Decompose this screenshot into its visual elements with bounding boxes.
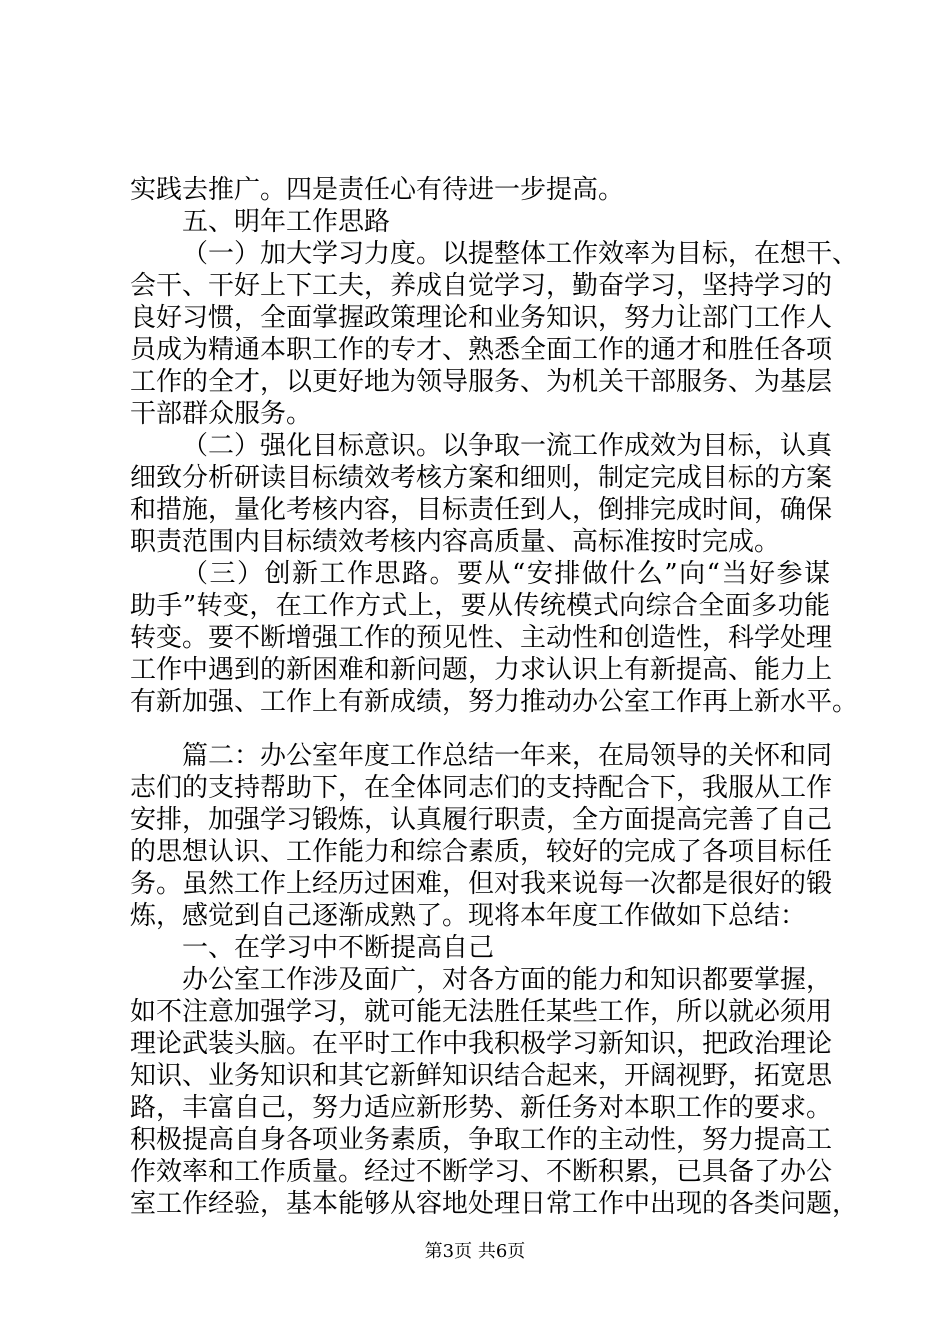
text-line: 会干、干好上下工夫，养成自觉学习，勤奋学习，坚持学习的 xyxy=(130,271,833,301)
text-line: 良好习惯，全面掌握政策理论和业务知识，努力让部门工作人 xyxy=(130,303,833,333)
text-line: 志们的支持帮助下，在全体同志们的支持配合下，我服从工作 xyxy=(130,773,833,803)
text-line: 助手”转变，在工作方式上，要从传统模式向综合全面多功能 xyxy=(130,591,830,621)
text-line: 办公室工作涉及面广，对各方面的能力和知识都要掌握， xyxy=(182,965,833,995)
text-line: 作效率和工作质量。经过不断学习、不断积累，已具备了办公 xyxy=(130,1157,833,1187)
text-line: （一）加大学习力度。以提整体工作效率为目标，在想干、 xyxy=(182,239,859,269)
text-line: 和措施，量化考核内容，目标责任到人，倒排完成时间，确保 xyxy=(130,495,833,525)
text-line: 员成为精通本职工作的专才、熟悉全面工作的通才和胜任各项 xyxy=(130,335,833,365)
text-line: （二）强化目标意识。以争取一流工作成效为目标，认真 xyxy=(182,431,833,461)
text-line: 知识、业务知识和其它新鲜知识结合起来，开阔视野，拓宽思 xyxy=(130,1061,833,1091)
text-line: 有新加强、工作上有新成绩，努力推动办公室工作再上新水平。 xyxy=(130,687,859,717)
text-line: 篇二：办公室年度工作总结一年来，在局领导的关怀和同 xyxy=(182,741,833,771)
text-line: 细致分析研读目标绩效考核方案和细则，制定完成目标的方案 xyxy=(130,463,833,493)
text-line: 务。虽然工作上经历过困难，但对我来说每一次都是很好的锻 xyxy=(130,869,833,899)
text-line: 工作的全才，以更好地为领导服务、为机关干部服务、为基层 xyxy=(130,367,833,397)
text-line: 如不注意加强学习，就可能无法胜任某些工作，所以就必须用 xyxy=(130,997,833,1027)
text-line: 工作中遇到的新困难和新问题，力求认识上有新提高、能力上 xyxy=(130,655,833,685)
text-line: 室工作经验，基本能够从容地处理日常工作中出现的各类问题， xyxy=(130,1189,859,1219)
text-line: 炼，感觉到自己逐渐成熟了。现将本年度工作做如下总结： xyxy=(130,901,807,931)
text-line: 职责范围内目标绩效考核内容高质量、高标准按时完成。 xyxy=(130,527,781,557)
text-line: 实践去推广。四是责任心有待进一步提高。 xyxy=(130,175,625,205)
text-line: 转变。要不断增强工作的预见性、主动性和创造性，科学处理 xyxy=(130,623,833,653)
text-line: 理论武装头脑。在平时工作中我积极学习新知识，把政治理论 xyxy=(130,1029,833,1059)
section-heading: 一、在学习中不断提高自己 xyxy=(182,933,495,963)
section-heading: 五、明年工作思路 xyxy=(182,207,391,237)
text-line: （三）创新工作思路。要从“安排做什么”向“当好参谋 xyxy=(182,559,830,589)
text-line: 安排，加强学习锻炼，认真履行职责，全方面提高完善了自己 xyxy=(130,805,833,835)
text-line: 的思想认识、工作能力和综合素质，较好的完成了各项目标任 xyxy=(130,837,833,867)
text-line: 干部群众服务。 xyxy=(130,399,313,429)
text-line: 路，丰富自己，努力适应新形势、新任务对本职工作的要求。 xyxy=(130,1093,833,1123)
page-footer: 第3页 共6页 xyxy=(424,1241,526,1262)
text-line: 积极提高自身各项业务素质，争取工作的主动性，努力提高工 xyxy=(130,1125,833,1155)
